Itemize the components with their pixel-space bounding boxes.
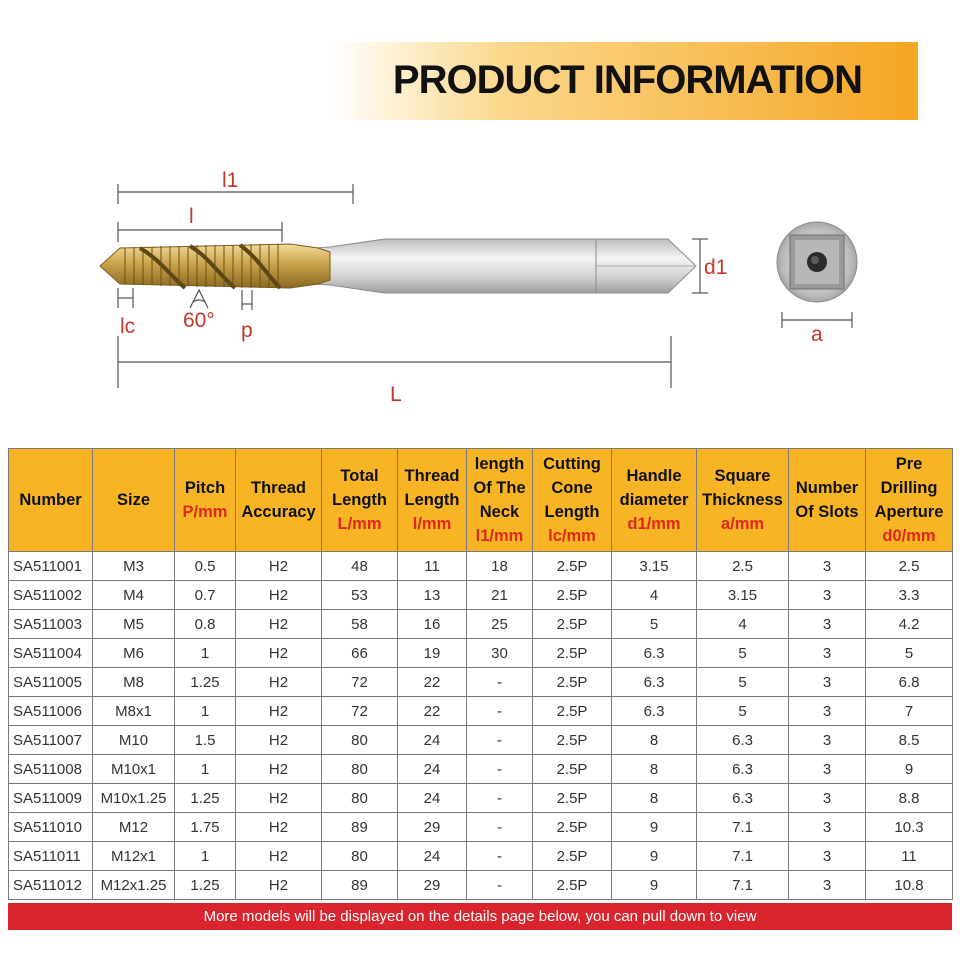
table-cell: M6 <box>93 639 175 668</box>
table-cell: M10 <box>93 726 175 755</box>
label-angle: 60° <box>183 309 215 332</box>
table-cell: 2.5P <box>533 552 612 581</box>
table-cell: SA511003 <box>9 610 93 639</box>
table-cell: 5 <box>697 639 789 668</box>
table-cell: M12x1.25 <box>93 871 175 900</box>
table-cell: 24 <box>398 842 467 871</box>
table-row <box>9 726 953 755</box>
table-cell: H2 <box>236 552 322 581</box>
table-cell: H2 <box>236 842 322 871</box>
table-row <box>9 552 953 581</box>
table-cell: 72 <box>322 697 398 726</box>
spec-table <box>8 448 953 900</box>
table-cell: 30 <box>467 639 533 668</box>
table-cell: 22 <box>398 668 467 697</box>
table-cell: 58 <box>322 610 398 639</box>
table-cell: 7.1 <box>697 813 789 842</box>
table-cell: 11 <box>398 552 467 581</box>
tap-shank <box>282 239 696 293</box>
column-header-unit: lc/mm <box>548 527 596 545</box>
column-header <box>236 449 322 552</box>
table-cell: 3.15 <box>612 552 697 581</box>
table-cell: H2 <box>236 871 322 900</box>
table-cell: 4 <box>612 581 697 610</box>
table-cell: 4.2 <box>866 610 953 639</box>
table-cell: 21 <box>467 581 533 610</box>
table-cell: 3 <box>789 610 866 639</box>
table-cell: 80 <box>322 784 398 813</box>
table-cell: - <box>467 813 533 842</box>
table-cell: SA511002 <box>9 581 93 610</box>
column-header-unit: l1/mm <box>475 527 524 545</box>
column-header-label: Square Thickness <box>702 467 783 509</box>
table-cell: 16 <box>398 610 467 639</box>
table-cell: H2 <box>236 668 322 697</box>
column-header-label: Size <box>116 491 151 509</box>
table-cell: 3 <box>789 552 866 581</box>
table-cell: 6.3 <box>612 668 697 697</box>
table-row <box>9 610 953 639</box>
column-header <box>533 449 612 552</box>
table-row <box>9 581 953 610</box>
table-cell: 3 <box>789 871 866 900</box>
label-l: l <box>189 205 194 228</box>
table-cell: 9 <box>866 755 953 784</box>
table-cell: SA511005 <box>9 668 93 697</box>
table-cell: 29 <box>398 813 467 842</box>
column-header-label: length Of The Neck <box>473 455 526 521</box>
table-cell: 8.5 <box>866 726 953 755</box>
column-header-label: Thread Length <box>404 467 460 509</box>
table-header-row <box>9 449 953 552</box>
table-cell: 2.5P <box>533 610 612 639</box>
table-cell: - <box>467 726 533 755</box>
table-cell: 53 <box>322 581 398 610</box>
table-cell: - <box>467 871 533 900</box>
column-header <box>612 449 697 552</box>
table-row <box>9 784 953 813</box>
table-cell: 24 <box>398 726 467 755</box>
table-cell: M4 <box>93 581 175 610</box>
column-header <box>697 449 789 552</box>
table-cell: 5 <box>697 697 789 726</box>
column-header-unit: l/mm <box>412 515 452 533</box>
label-d1: d1 <box>704 256 728 279</box>
table-cell: 9 <box>612 842 697 871</box>
table-cell: 7.1 <box>697 871 789 900</box>
table-cell: 0.7 <box>175 581 236 610</box>
column-header-label: Cutting Cone Length <box>543 455 601 521</box>
table-cell: 3 <box>789 813 866 842</box>
table-cell: 24 <box>398 755 467 784</box>
page-title: PRODUCT INFORMATION <box>392 58 862 102</box>
table-cell: 9 <box>612 871 697 900</box>
table-cell: H2 <box>236 610 322 639</box>
table-cell: 2.5P <box>533 726 612 755</box>
table-cell: - <box>467 755 533 784</box>
table-cell: 8 <box>612 726 697 755</box>
table-row <box>9 668 953 697</box>
table-cell: SA511010 <box>9 813 93 842</box>
table-cell: 8.8 <box>866 784 953 813</box>
label-a: a <box>811 323 823 346</box>
table-row <box>9 842 953 871</box>
table-cell: 2.5P <box>533 842 612 871</box>
table-cell: 5 <box>866 639 953 668</box>
column-header <box>175 449 236 552</box>
table-cell: 66 <box>322 639 398 668</box>
footer-notice: More models will be displayed on the details page below, you can pull down to view <box>8 903 952 930</box>
column-header <box>467 449 533 552</box>
table-cell: 0.5 <box>175 552 236 581</box>
tap-diagram <box>0 130 960 430</box>
table-cell: 2.5P <box>533 697 612 726</box>
table-cell: 3 <box>789 581 866 610</box>
table-cell: 1.25 <box>175 784 236 813</box>
table-cell: SA511007 <box>9 726 93 755</box>
table-cell: H2 <box>236 639 322 668</box>
table-cell: 8 <box>612 784 697 813</box>
table-cell: 2.5P <box>533 581 612 610</box>
table-cell: M5 <box>93 610 175 639</box>
table-cell: - <box>467 668 533 697</box>
table-row <box>9 755 953 784</box>
table-cell: 19 <box>398 639 467 668</box>
table-cell: 10.8 <box>866 871 953 900</box>
dimension-lc <box>118 288 133 308</box>
table-cell: 80 <box>322 755 398 784</box>
column-header-label: Thread Accuracy <box>241 479 316 521</box>
column-header-unit: P/mm <box>182 503 228 521</box>
table-cell: 2.5 <box>697 552 789 581</box>
table-cell: 3 <box>789 784 866 813</box>
table-cell: 72 <box>322 668 398 697</box>
table-cell: SA511012 <box>9 871 93 900</box>
table-body <box>9 552 953 900</box>
table-cell: H2 <box>236 784 322 813</box>
column-header-unit: d0/mm <box>882 527 936 545</box>
table-cell: 1.5 <box>175 726 236 755</box>
table-cell: M3 <box>93 552 175 581</box>
table-cell: 2.5P <box>533 755 612 784</box>
table-cell: 7.1 <box>697 842 789 871</box>
table-cell: 6.3 <box>697 755 789 784</box>
table-cell: 0.8 <box>175 610 236 639</box>
table-row <box>9 813 953 842</box>
table-cell: 3 <box>789 755 866 784</box>
table-cell: SA511001 <box>9 552 93 581</box>
table-cell: 10.3 <box>866 813 953 842</box>
column-header <box>398 449 467 552</box>
column-header-label: Number <box>19 491 82 509</box>
table-cell: 6.8 <box>866 668 953 697</box>
table-cell: 25 <box>467 610 533 639</box>
table-cell: M12x1 <box>93 842 175 871</box>
table-cell: H2 <box>236 813 322 842</box>
column-header-label: Number Of Slots <box>795 479 859 521</box>
table-cell: 13 <box>398 581 467 610</box>
table-cell: 11 <box>866 842 953 871</box>
column-header <box>322 449 398 552</box>
table-cell: SA511009 <box>9 784 93 813</box>
table-cell: - <box>467 697 533 726</box>
table-cell: 3 <box>789 639 866 668</box>
tap-drawing <box>0 130 960 430</box>
table-cell: 1.25 <box>175 871 236 900</box>
table-cell: 6.3 <box>697 726 789 755</box>
column-header-label: Handle diameter <box>619 467 689 509</box>
table-cell: M12 <box>93 813 175 842</box>
table-cell: 9 <box>612 813 697 842</box>
table-cell: SA511004 <box>9 639 93 668</box>
table-cell: 80 <box>322 842 398 871</box>
table-cell: 2.5P <box>533 668 612 697</box>
table-row <box>9 639 953 668</box>
table-cell: 3.3 <box>866 581 953 610</box>
title-banner <box>330 42 918 120</box>
table-cell: 89 <box>322 871 398 900</box>
table-cell: 7 <box>866 697 953 726</box>
table-cell: 1 <box>175 842 236 871</box>
table-cell: 2.5P <box>533 813 612 842</box>
column-header-unit: L/mm <box>337 515 382 533</box>
label-l1: l1 <box>222 169 239 192</box>
column-header-label: Pitch <box>184 479 226 497</box>
table-cell: 8 <box>612 755 697 784</box>
dimension-l <box>118 222 282 242</box>
table-cell: 2.5 <box>866 552 953 581</box>
table-cell: 80 <box>322 726 398 755</box>
dimension-p <box>242 290 252 310</box>
table-cell: 3 <box>789 842 866 871</box>
tap-thread <box>100 244 330 288</box>
table-cell: 2.5P <box>533 871 612 900</box>
label-p: p <box>241 319 253 342</box>
column-header-unit: a/mm <box>720 515 765 533</box>
table-cell: 18 <box>467 552 533 581</box>
column-header <box>9 449 93 552</box>
table-cell: 1 <box>175 755 236 784</box>
column-header <box>93 449 175 552</box>
table-cell: 24 <box>398 784 467 813</box>
table-cell: - <box>467 842 533 871</box>
column-header <box>789 449 866 552</box>
table-cell: 4 <box>697 610 789 639</box>
table-cell: 6.3 <box>612 639 697 668</box>
table-cell: 3 <box>789 726 866 755</box>
label-L: L <box>390 383 402 406</box>
table-cell: 5 <box>697 668 789 697</box>
dimension-L <box>118 336 671 388</box>
table-cell: - <box>467 784 533 813</box>
table-cell: 2.5P <box>533 784 612 813</box>
table-cell: M8x1 <box>93 697 175 726</box>
table-cell: 48 <box>322 552 398 581</box>
column-header-label: Total Length <box>332 467 387 509</box>
column-header-label: Pre Drilling Aperture <box>874 455 944 521</box>
tap-end-view <box>777 222 857 302</box>
table-cell: 6.3 <box>612 697 697 726</box>
table-cell: 1 <box>175 639 236 668</box>
table-cell: H2 <box>236 581 322 610</box>
table-cell: 22 <box>398 697 467 726</box>
table-cell: 2.5P <box>533 639 612 668</box>
table-cell: 3 <box>789 668 866 697</box>
table-cell: 6.3 <box>697 784 789 813</box>
table-cell: SA511006 <box>9 697 93 726</box>
table-cell: 29 <box>398 871 467 900</box>
table-row <box>9 697 953 726</box>
table-cell: M10x1.25 <box>93 784 175 813</box>
table-cell: 1 <box>175 697 236 726</box>
table-cell: 3 <box>789 697 866 726</box>
table-row <box>9 871 953 900</box>
table-cell: 3.15 <box>697 581 789 610</box>
angle-marker <box>190 290 208 308</box>
table-cell: SA511011 <box>9 842 93 871</box>
label-lc: lc <box>120 315 136 338</box>
table-cell: 5 <box>612 610 697 639</box>
table-cell: 89 <box>322 813 398 842</box>
column-header-unit: d1/mm <box>627 515 681 533</box>
table-cell: H2 <box>236 755 322 784</box>
table-cell: SA511008 <box>9 755 93 784</box>
table-cell: M8 <box>93 668 175 697</box>
table-cell: M10x1 <box>93 755 175 784</box>
table-cell: H2 <box>236 726 322 755</box>
column-header <box>866 449 953 552</box>
table-cell: 1.75 <box>175 813 236 842</box>
table-cell: 1.25 <box>175 668 236 697</box>
table-cell: H2 <box>236 697 322 726</box>
